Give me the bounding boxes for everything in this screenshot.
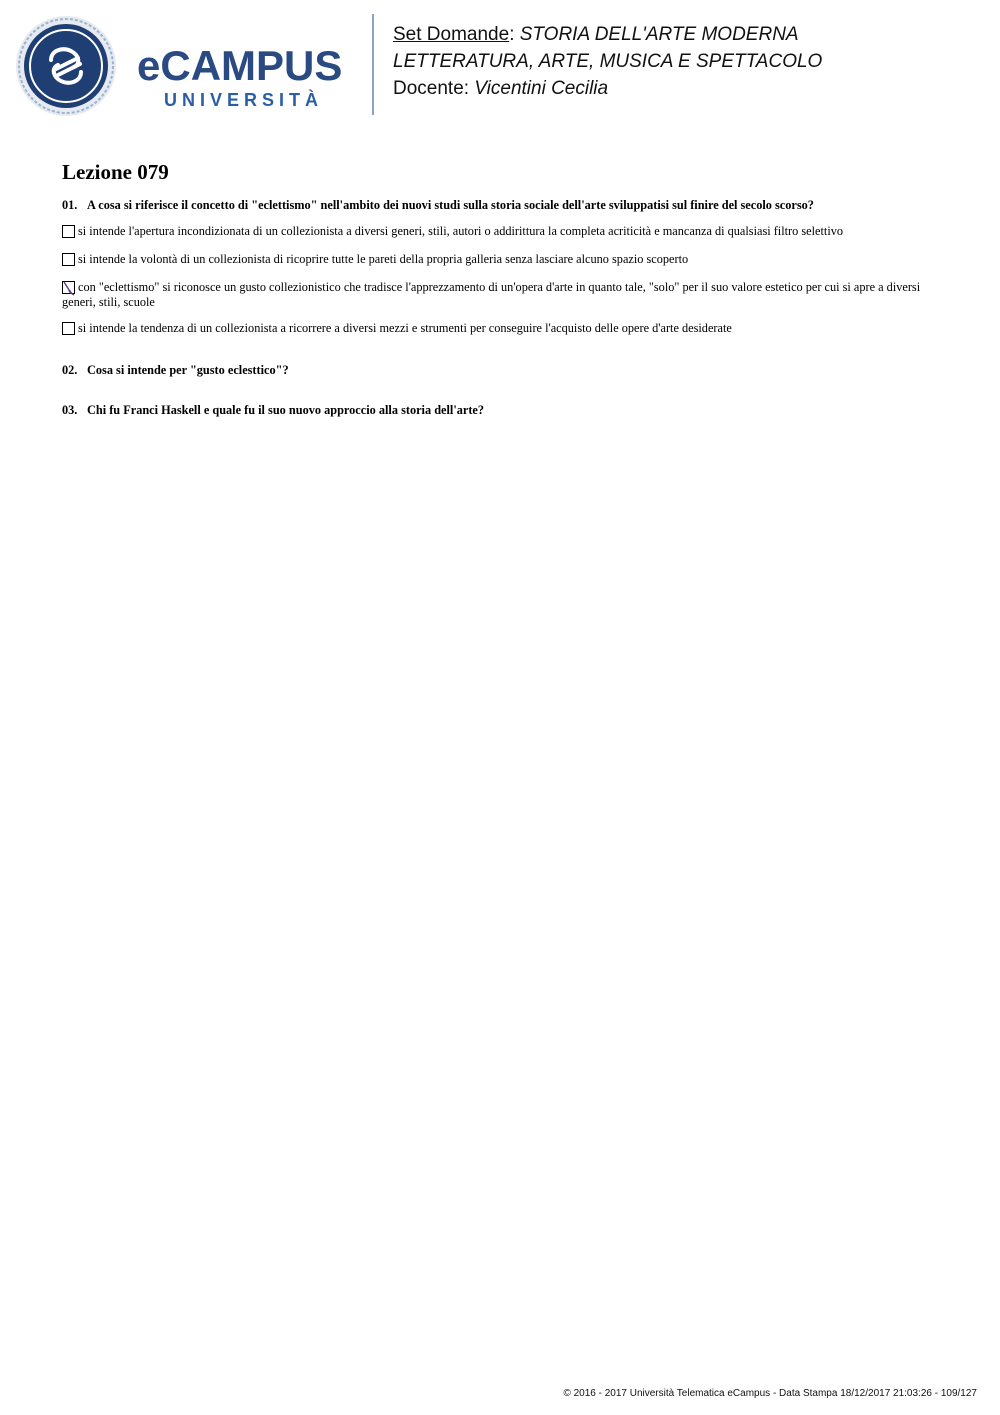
answer-text: si intende l'apertura incondizionata di un collezionista a diversi generi, stili, autori o addirittura la completa acriticità e mancanza di qualsiasi filtro selettivo: [78, 224, 844, 238]
course-title-line2: LETTERATURA, ARTE, MUSICA E SPETTACOLO: [393, 51, 823, 72]
answer-checkbox-checked[interactable]: [62, 281, 75, 294]
teacher-line: [393, 75, 822, 102]
svg-text:eCAMPUS: eCAMPUS: [137, 42, 343, 89]
answer-option-3: [62, 280, 942, 310]
question-number: 02.: [62, 363, 78, 377]
course-title: STORIA DELL'ARTE MODERNA: [519, 24, 799, 45]
question-text: Chi fu Franci Haskell e quale fu il suo nuovo approccio alla storia dell'arte?: [87, 403, 485, 417]
answer-option-1: [62, 224, 942, 239]
header-divider: [372, 14, 374, 115]
question-text: A cosa si riferisce il concetto di "eclettismo" nell'ambito dei nuovi studi sulla storia sociale dell'arte sviluppatisi sul finire del secolo scorso?: [87, 198, 814, 212]
teacher-label: Docente:: [393, 78, 470, 99]
answer-text: si intende la tendenza di un collezionista a ricorrere a diversi mezzi e strumenti per conseguire l'acquisto delle opere d'arte desiderate: [78, 321, 732, 335]
answer-checkbox[interactable]: [62, 225, 75, 238]
question-01: [62, 198, 814, 213]
lesson-title: Lezione 079: [62, 160, 169, 184]
course-info: [393, 21, 822, 102]
course-title-line1: Set Domande: STORIA DELL'ARTE MODERNA: [393, 24, 799, 45]
question-02: [62, 363, 289, 378]
question-number: 01.: [62, 198, 78, 212]
answer-checkbox[interactable]: [62, 322, 75, 335]
svg-text:UNIVERSITÀ: UNIVERSITÀ: [164, 90, 324, 110]
question-text: Cosa si intende per "gusto eclesttico"?: [87, 363, 289, 377]
question-03: [62, 403, 484, 418]
answer-option-2: [62, 252, 942, 267]
answer-text: con "eclettismo" si riconosce un gusto collezionistico che tradisce l'apprezzamento di un'opera d'arte in quanto tale, "solo" per il suo valore estetico per cui si apre a diversi generi, stili, scuole: [62, 280, 921, 309]
set-label: Set Domande: [393, 24, 510, 45]
answer-checkbox[interactable]: [62, 253, 75, 266]
check-mark-icon: [62, 279, 77, 296]
teacher-name: Vicentini Cecilia: [474, 78, 609, 99]
question-number: 03.: [62, 403, 78, 417]
answer-text: si intende la volontà di un collezionista di ricoprire tutte le pareti della propria galleria senza lasciare alcuno spazio scoperto: [78, 252, 689, 266]
ecampus-logo: [14, 14, 359, 118]
answer-option-4: [62, 321, 942, 336]
page-footer: © 2016 - 2017 Università Telematica eCampus - Data Stampa 18/12/2017 21:03:26 - 109/127: [563, 1388, 977, 1399]
